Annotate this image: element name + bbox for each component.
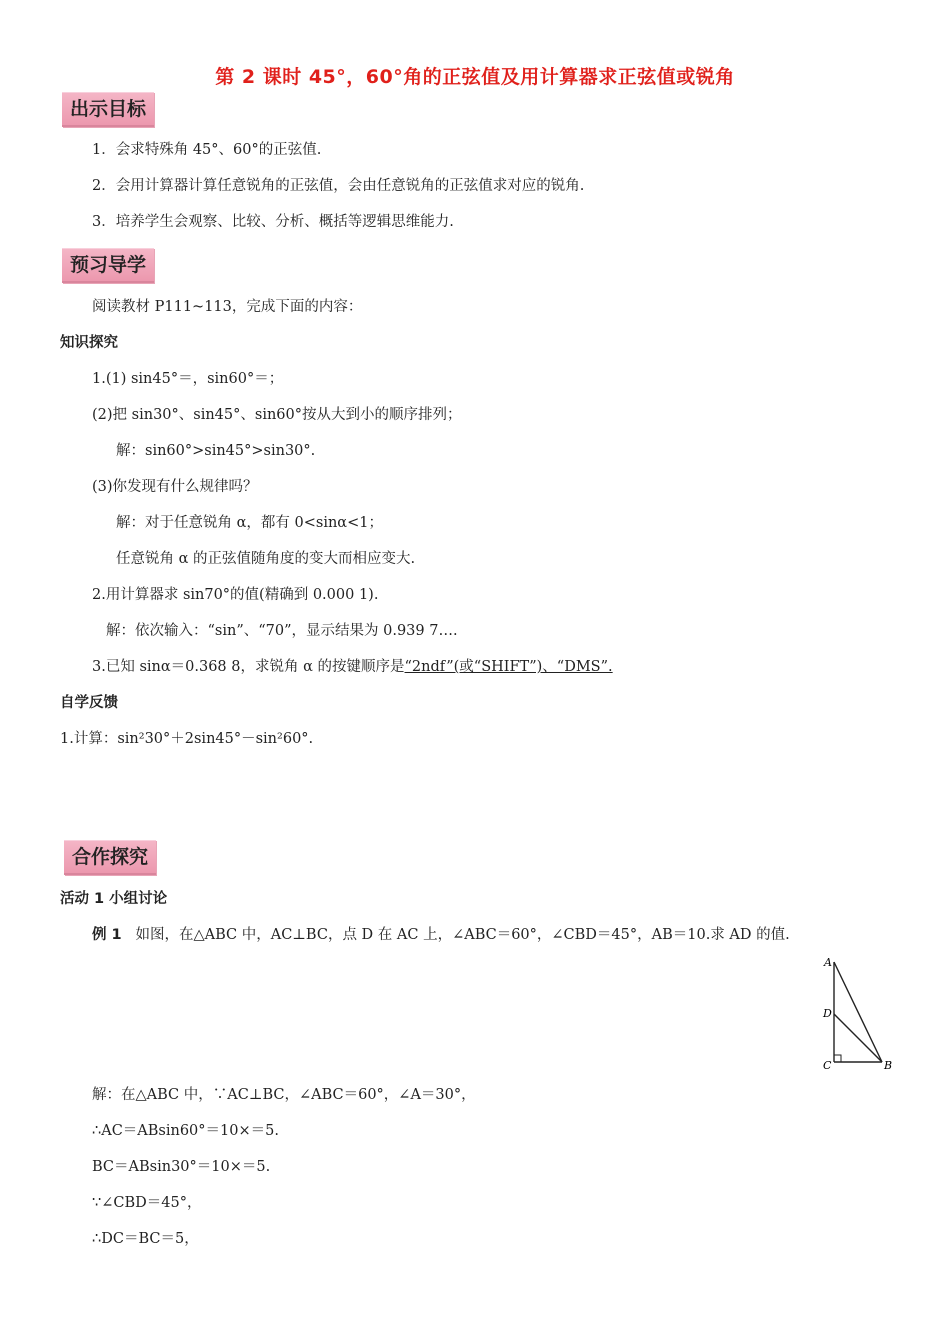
answer-1-3-line1: 解：对于任意锐角 α，都有 0<sinα<1； — [116, 515, 383, 531]
segment-ab — [834, 962, 882, 1062]
solution-line-1: 解：在△ABC 中，∵AC⊥BC，∠ABC＝60°，∠A＝30°， — [92, 1087, 476, 1103]
feedback-heading: 自学反馈 — [60, 695, 118, 711]
activity-heading: 活动 1 小组讨论 — [60, 891, 168, 907]
question-3-answer: “2ndf”(或“SHIFT”)、“DMS”. — [404, 659, 613, 675]
label-c: C — [823, 1059, 832, 1072]
section-banner-cooperate: 合作探究 — [64, 840, 156, 875]
goal-1: 1．会求特殊角 45°、60°的正弦值. — [92, 142, 322, 158]
solution-line-4: ∵∠CBD＝45°， — [92, 1195, 202, 1211]
answer-2: 解：依次输入：“sin”、“70”，显示结果为 0.939 7…. — [106, 623, 458, 639]
answer-1-2: 解：sin60°>sin45°>sin30°. — [116, 443, 316, 459]
solution-line-3: BC＝ABsin30°＝10×＝5. — [92, 1159, 271, 1175]
page-title: 第 2 课时 45°，60°角的正弦值及用计算器求正弦值或锐角 — [215, 66, 735, 88]
section-banner-preview: 预习导学 — [62, 248, 154, 283]
example-1 — [92, 925, 790, 945]
question-1-3: (3)你发现有什么规律吗？ — [92, 479, 258, 495]
triangle-figure — [818, 950, 898, 1074]
feedback-question-1: 1.计算：sin²30°＋2sin45°－sin²60°. — [60, 731, 314, 747]
label-d: D — [823, 1007, 832, 1020]
example-text: 如图，在△ABC 中，AC⊥BC，点 D 在 AC 上，∠ABC＝60°，∠CBD＝45°，AB＝10.求 AD 的值. — [135, 927, 790, 943]
question-3 — [92, 657, 613, 677]
knowledge-heading: 知识探究 — [60, 335, 118, 351]
answer-1-3-line2: 任意锐角 α 的正弦值随角度的变大而相应变大. — [116, 551, 416, 567]
question-1-2: (2)把 sin30°、sin45°、sin60°按从大到小的顺序排列； — [92, 407, 462, 423]
label-a: A — [824, 956, 832, 969]
goal-2: 2．会用计算器计算任意锐角的正弦值，会由任意锐角的正弦值求对应的锐角. — [92, 178, 585, 194]
question-2: 2.用计算器求 sin70°的值(精确到 0.000 1). — [92, 587, 379, 603]
preview-intro: 阅读教材 P111~113，完成下面的内容： — [92, 299, 363, 315]
label-b: B — [884, 1059, 893, 1072]
solution-line-5: ∴DC＝BC＝5， — [92, 1231, 199, 1247]
section-banner-goals: 出示目标 — [62, 92, 154, 127]
right-angle-mark — [834, 1055, 841, 1062]
solution-line-2: ∴AC＝ABsin60°＝10×＝5. — [92, 1123, 279, 1139]
question-3-prefix: 3.已知 sinα＝0.368 8，求锐角 α 的按键顺序是 — [92, 659, 405, 675]
question-1-1: 1.(1) sin45°＝，sin60°＝； — [92, 371, 284, 387]
example-label: 例 1 — [92, 927, 122, 943]
goal-3: 3．培养学生会观察、比较、分析、概括等逻辑思维能力. — [92, 214, 454, 230]
